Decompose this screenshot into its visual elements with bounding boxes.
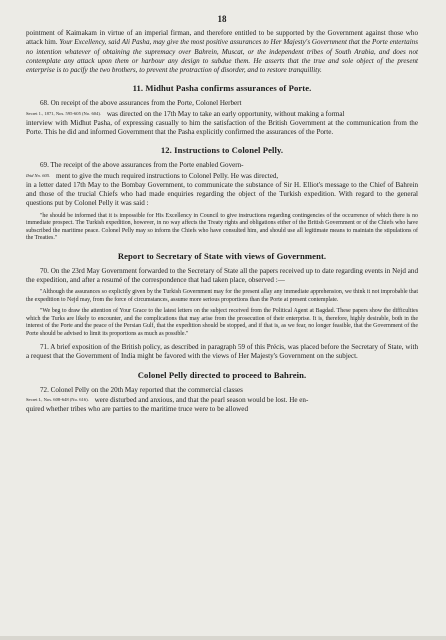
paragraph-68-side-text: was directed on the 17th May to take an early opportunity, without making a formal (106, 109, 345, 118)
paragraph-71: 71. A brief exposition of the British policy, as described in paragraph 59 of this Précis, was placed before the Secretary of State, with a request that the Government of India might be favored with the views of Her Majesty's Government on the subject. (26, 343, 418, 361)
section-heading-12: 12. Instructions to Colonel Pelly. (160, 145, 284, 156)
quotation-70-a: "Although the assurances so explicitly given by the Turkish Government may for the present allay any immediate apprehension, we think it not improbable that the expedition to Nejd may, from the force of circumstances, assume more serious proportions than the Porte at present contemplate. (26, 289, 418, 303)
intro-italic-text: Your Excellency, said Ali Pasha, may give the most positive assurances to Her Majesty's Government that the Porte entertains no intention whatever of obtaining the supremacy over Bahrein, Muscat, or the independent tribes of South Arabia, and does not contemplate any attack upon them or harbour any design to subdue them. He asserts that the true and sole object of the present enterprise is to pacify the two brothers, to prevent the protraction of disorder, and to restore tranquillity. (26, 38, 418, 74)
paragraph-68-lead: 68. On receipt of the above assurances from the Porte, Colonel Herbert (40, 99, 242, 108)
paragraph-72-side-text: were disturbed and anxious, and that the pearl season would be lost. He en- (94, 395, 309, 404)
paragraph-72-side (26, 395, 418, 405)
marginal-reference: Ibid No. 605. (26, 172, 51, 178)
intro-text: pointment of Kaimakam in virtue of an imperial firman, and therefore entitled to be supported by the Government against those who attack him. (26, 29, 418, 47)
paragraph-69-side-text: ment to give the much required instructions to Colonel Pelly. He was directed, (56, 171, 279, 180)
paragraph-69-side (26, 171, 418, 181)
paragraph-69-lead: 69. The receipt of the above assurances from the Porte enabled Govern- (40, 161, 244, 170)
page-number: 18 (217, 14, 227, 24)
paragraph-72-lead: 72. Colonel Pelly on the 20th May reported that the commercial classes (40, 385, 243, 394)
quotation-69: "he should be informed that it is impossible for His Excellency in Council to give instructions regarding contingencies of the occurrence of which there is no immediate prospect. The Turkish expedition, however, in no way affects the Treaty rights and obligations either of the British Government or of the Chiefs who have subscribed the maritime peace. Colonel Pelly may so inform the Chiefs who have consulted him, and should use all legitimate means to maintain the stipulations of the Treaties." (26, 212, 418, 241)
section-heading-report: Report to Secretary of State with views of Government. (117, 250, 327, 261)
paragraph-68-rest: interview with Midhut Pasha, of expressing casually to him the satisfaction of the British Government at the communication from the Porte. This he did and informed Government that the Pasha explicitly confirmed the assurances of the Porte. (26, 118, 418, 136)
paragraph-68-side (26, 109, 418, 119)
section-heading-11: 11. Midhut Pasha confirms assurances of Porte. (132, 83, 312, 94)
paragraph-72-rest: quired whether tribes who are parties to the maritime truce were to be allowed (26, 405, 248, 413)
page-bottom-edge (0, 636, 446, 640)
quotation-70-b: "We beg to draw the attention of Your Grace to the latest letters on the subject received from the Political Agent at Bagdad. These papers show the difficulties which the Turks are likely to encounter, and the complications that may arise from the prosecution of their enterprise. It is, therefore, highly desirable, both in the interest of the Porte and the peace of the Persian Gulf, that the expedition should be stopped, and if that is, as we fear, no longer feasible, that the Government of the Porte should be advised to limit its proportions as much as possible." (26, 308, 418, 337)
section-heading-pelly: Colonel Pelly directed to proceed to Bahrein. (137, 369, 307, 380)
paragraph-69-rest: in a letter dated 17th May to the Bombay Government, to communicate the substance of Sir H. Elliot's message to the Chief of Bahrein and those of the trucial Chiefs who had made enquiries regarding the object of the Turkish expedition. With regard to the general questions put by Colonel Pelly it was said : (26, 180, 418, 208)
intro-paragraph (26, 29, 418, 75)
marginal-reference: Secret 1., 1871, Nos. 595-605 (No. 604). (26, 110, 102, 116)
marginal-reference: Secret I., Nos. 608-648 (No. 616). (26, 396, 89, 402)
paragraph-70: 70. On the 23rd May Government forwarded to the Secretary of State all the papers received up to date regarding events in Nejd and the expedition, and after a resumé of the correspondence that had taken place, observed :— (26, 266, 418, 284)
